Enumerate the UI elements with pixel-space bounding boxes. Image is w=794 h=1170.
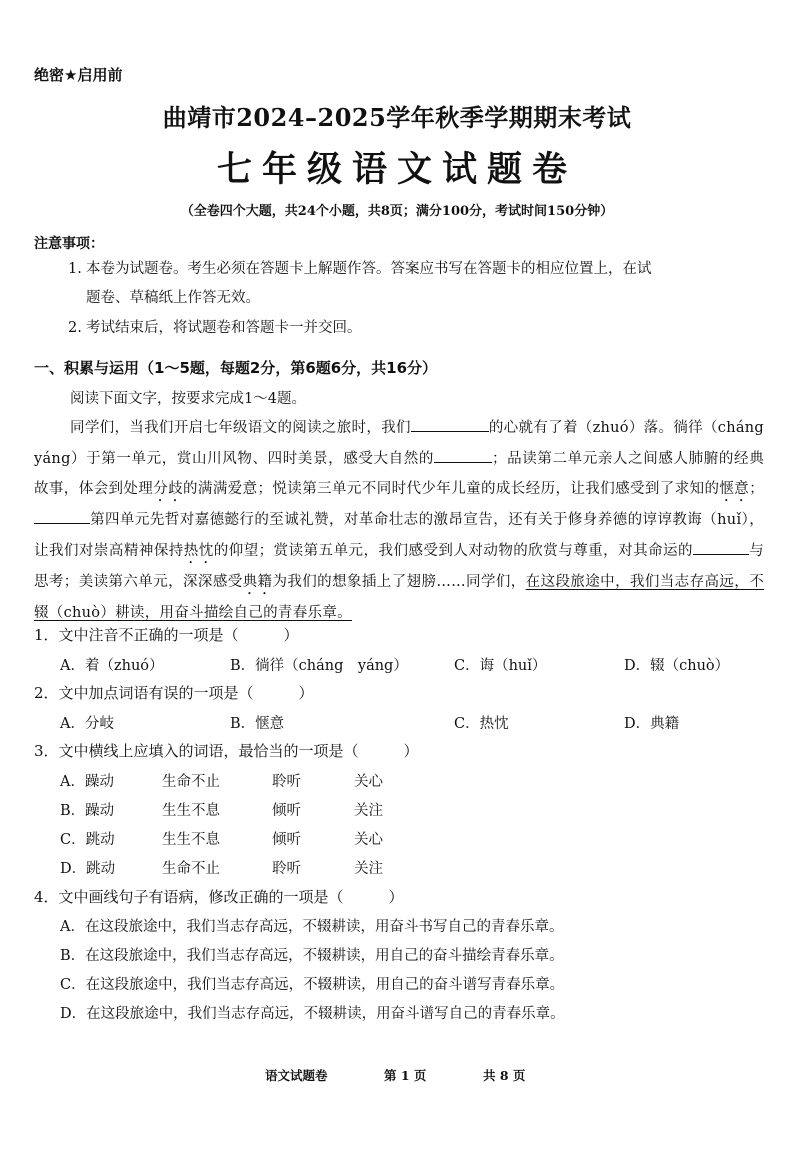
passage-text: 的仰望；赏读第五单元，我们感受到人对动物的欣赏与尊重，对其命运的 [213,542,694,559]
option-d[interactable]: D．典籍 [624,716,680,732]
dotted-word: 分歧 [153,481,184,498]
option-b[interactable]: B．徜徉（cháng yáng） [230,658,408,674]
dotted-word: 典籍 [242,573,273,590]
notice-heading: 注意事项： [34,236,104,252]
question-3-stem: 3．文中横线上应填入的词语，最恰当的一项是（ ） [34,742,419,760]
option-word: 聆听 [272,861,301,877]
option-word: 倾听 [272,803,301,819]
passage-text: ；品读第二单元亲人之间感人肺腑的经典故事，体会到处理 [34,450,764,498]
notice-num: 2. [68,320,82,336]
option-c[interactable]: C．在这段旅途中，我们当志存高远，不辍耕读，用自己的奋斗谱写青春乐章。 [60,977,565,993]
option-word: 关心 [354,774,383,790]
option-word: 倾听 [272,832,301,848]
exam-title: 曲靖市2024–2025学年秋季学期期末考试 [162,103,632,132]
passage-text: 为我们的想象插上了翅膀……同学们， [272,573,526,590]
question-1-stem: 1．文中注音不正确的一项是（ ） [34,626,299,644]
option-a[interactable]: A．分岐 [60,716,114,732]
option-word: 生生不息 [162,832,220,848]
option-word: 生生不息 [162,803,220,819]
option-word: 生命不止 [162,861,220,877]
question-4-stem: 4．文中画线句子有语病，修改正确的一项是（ ） [34,888,404,906]
fill-blank-1 [411,417,489,432]
option-d[interactable]: D．在这段旅途中，我们当志存高远，不辍耕读，用奋斗谱写自己的青春乐章。 [60,1006,565,1022]
exam-info: （全卷四个大题，共24个小题，共8页；满分100分，考试时间150分钟） [180,204,614,219]
footer-page-number: 第 1 页 [384,1068,427,1083]
option-word: 聆听 [272,774,301,790]
notice-text-cont: 题卷、草稿纸上作答无效。 [86,290,260,306]
section-intro: 阅读下面文字，按要求完成1～4题。 [70,391,306,407]
fill-blank-2 [434,448,492,463]
option-word: 关注 [354,803,383,819]
option-a[interactable]: A．在这段旅途中，我们当志存高远，不辍耕读，用奋斗书写自己的青春乐章。 [60,919,564,935]
footer-paper-name: 语文试题卷 [265,1068,328,1083]
notice-num: 1. [68,261,82,277]
option-word: A．躁动 [60,774,114,790]
reading-passage [34,413,764,628]
option-c[interactable]: C．热忱 [454,716,509,732]
passage-text: 的满满爱意；悦读第三单元不同时代少年儿童的成长经历，让我们感受到了求知的 [183,481,720,498]
dotted-word: 惬意 [719,481,750,498]
option-word: B．躁动 [60,803,115,819]
secret-label: 绝密★启用前 [34,66,123,84]
notice-text: 本卷为试题卷。考生必须在答题卡上解题作答。答案应书写在答题卡的相应位置上，在试 [86,261,652,277]
passage-text: 同学们，当我们开启七年级语文的阅读之旅时，我们 [70,420,411,436]
fill-blank-4 [693,540,749,555]
footer-total-pages: 共 8 页 [483,1068,526,1083]
paper-title: 七年级语文试题卷 [216,149,577,190]
passage-text: ； [749,481,765,498]
fill-blank-3 [34,509,90,524]
option-word: D．跳动 [60,861,116,877]
dotted-word: 热忱 [183,542,214,559]
option-b[interactable]: B．在这段旅途中，我们当志存高远，不辍耕读，用自己的奋斗描绘青春乐章。 [60,948,564,964]
option-word: 关心 [354,832,383,848]
option-b[interactable]: B．惬意 [230,716,285,732]
option-word: C．跳动 [60,832,115,848]
section-heading: 一、积累与运用（1～5题，每题2分，第6题6分，共16分） [34,359,438,377]
passage-text: 与思考；美读第六单元，深深感受 [34,542,764,590]
option-d[interactable]: D．辍（chuò） [624,658,730,674]
passage-text: 第四单元先哲对嘉德懿行的至诚礼赞，对革命壮志的激昂宣告，还有关于修身养德的谆谆教诲（huǐ），让我们对崇高精神保持 [34,512,764,559]
option-c[interactable]: C．诲（huǐ） [454,658,547,674]
option-a[interactable]: A．着（zhuó） [60,658,164,674]
notice-item-1 [68,255,768,313]
question-2-stem: 2．文中加点词语有误的一项是（ ） [34,684,314,702]
notice-text: 考试结束后，将试题卷和答题卡一并交回。 [86,320,362,336]
notice-item-2 [68,314,768,343]
passage-text: 的心就有了着（zhuó）落。徜徉（cháng yáng）于第一单元，赏山川风物、四时美景，感受大自然的 [34,420,764,467]
option-word: 关注 [354,861,383,877]
option-word: 生命不止 [162,774,220,790]
underlined-sentence: 在这段旅途中，我们当志存高远，不辍（chuò）耕读，用奋斗描绘自己的青春乐章。 [34,573,764,621]
